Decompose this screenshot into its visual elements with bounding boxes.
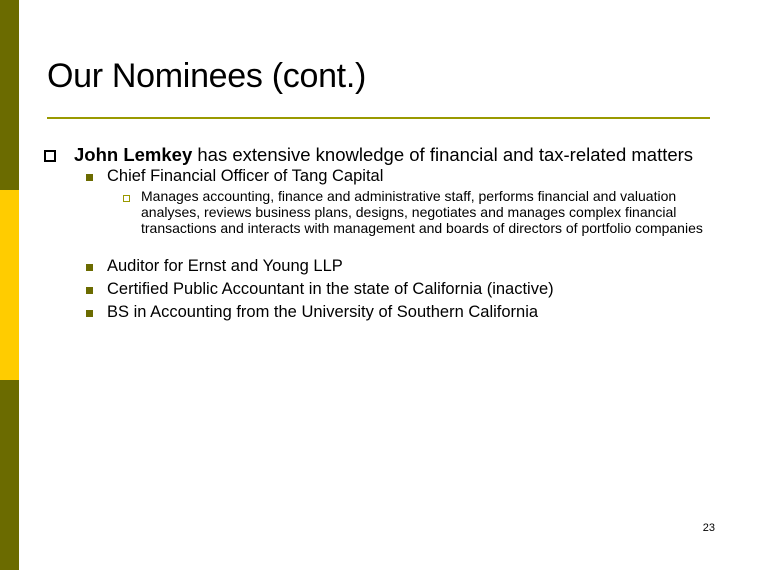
nominee-name: John Lemkey bbox=[74, 144, 193, 165]
small-hollow-square-bullet-icon bbox=[123, 195, 130, 202]
title-underline bbox=[47, 117, 710, 119]
square-bullet-icon bbox=[86, 264, 93, 271]
slide-title: Our Nominees (cont.) bbox=[47, 57, 366, 95]
sub-bullet-text: Certified Public Accountant in the state of California (inactive) bbox=[107, 280, 554, 298]
square-bullet-icon bbox=[86, 287, 93, 294]
side-bar-middle-segment bbox=[0, 190, 19, 380]
nominee-summary: has extensive knowledge of financial and tax-related matters bbox=[192, 144, 694, 165]
side-accent-bar bbox=[0, 0, 19, 570]
square-bullet-icon bbox=[86, 310, 93, 317]
sub-bullet-text: Auditor for Ernst and Young LLP bbox=[107, 257, 343, 275]
sub-bullet-text: BS in Accounting from the University of Southern California bbox=[107, 303, 539, 321]
page-number: 23 bbox=[702, 522, 715, 534]
side-bar-top-segment bbox=[0, 0, 19, 190]
sub-bullet-text: Chief Financial Officer of Tang Capital bbox=[107, 167, 384, 185]
main-bullet-text bbox=[74, 144, 744, 166]
square-bullet-icon bbox=[86, 174, 93, 181]
subsub-bullet-text: Manages accounting, finance and administrative staff, performs financial and valuation analyses, reviews business plans, designs, negotiates and manages complex financial transactions and interacts with management and boards of directors of portfolio companies bbox=[141, 188, 703, 236]
side-bar-bottom-segment bbox=[0, 380, 19, 570]
hollow-square-bullet-icon bbox=[44, 150, 56, 162]
